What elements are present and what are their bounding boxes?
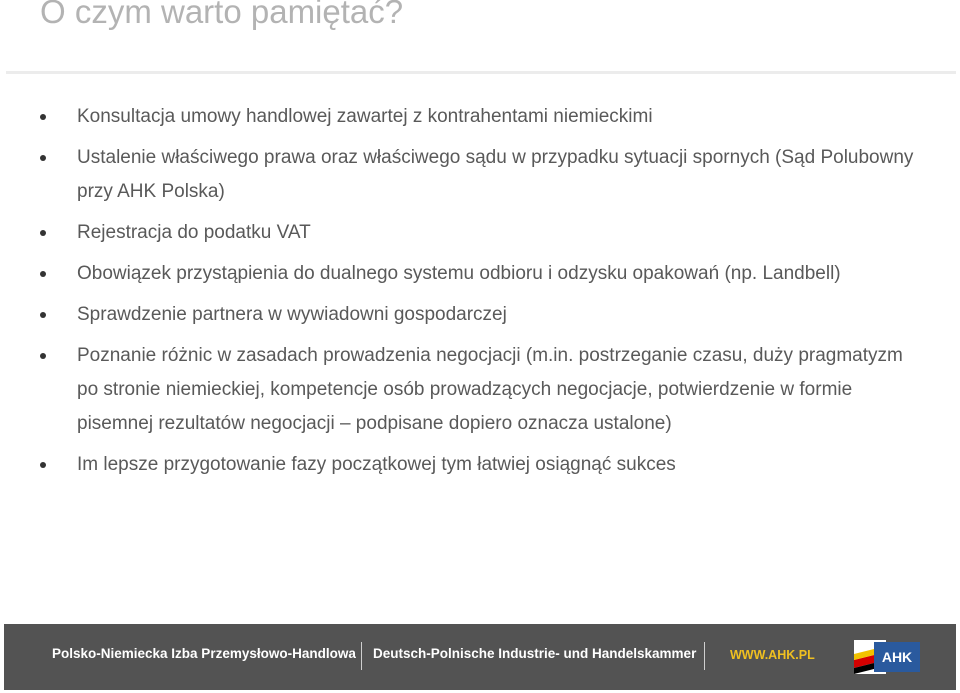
ahk-logo-text: AHK (874, 642, 920, 672)
footer-org-de: Deutsch-Polnische Industrie- und Handelskammer (373, 646, 697, 661)
bullet-text: Obowiązek przystąpienia do dualnego systemu odbioru i odzysku opakowań (np. Landbell) (77, 263, 841, 284)
bullet-dot-icon (40, 230, 46, 236)
bullet-item (38, 141, 918, 209)
bullet-dot-icon (40, 312, 46, 318)
bullet-dot-icon (40, 114, 46, 120)
footer-org-pl: Polsko-Niemiecka Izba Przemysłowo-Handlowa (52, 646, 356, 661)
footer-separator (361, 642, 362, 670)
bullet-text: Ustalenie właściwego prawa oraz właściwego sądu w przypadku sytuacji spornych (Sąd Polubowny przy AHK Polska) (77, 147, 914, 202)
bullet-item (38, 257, 918, 291)
bullet-text: Konsultacja umowy handlowej zawartej z kontrahentami niemieckimi (77, 106, 653, 127)
bullet-text: Im lepsze przygotowanie fazy początkowej tym łatwiej osiągnąć sukces (77, 454, 676, 475)
slide-title: O czym warto pamiętać? (40, 0, 404, 30)
bullet-list (38, 100, 918, 489)
footer-separator (704, 642, 705, 670)
footer-bar (4, 624, 956, 690)
bullet-dot-icon (40, 155, 46, 161)
bullet-text: Poznanie różnic w zasadach prowadzenia negocjacji (m.in. postrzeganie czasu, duży pragmatyzm po stronie niemieckiej, kompetencje osób prowadzących negocjacje, potwierdzenie w formie pisemnej rezultatów negocjacji – podpisane dopiero oznacza ustalone) (77, 345, 903, 434)
title-divider (6, 71, 956, 74)
bullet-dot-icon (40, 353, 46, 359)
bullet-item (38, 448, 918, 482)
bullet-text: Rejestracja do podatku VAT (77, 222, 311, 243)
bullet-dot-icon (40, 271, 46, 277)
bullet-item (38, 100, 918, 134)
bullet-item (38, 298, 918, 332)
bullet-item (38, 216, 918, 250)
ahk-logo (854, 640, 920, 674)
bullet-item (38, 339, 918, 441)
bullet-dot-icon (40, 462, 46, 468)
footer-url-link[interactable]: WWW.AHK.PL (730, 648, 815, 662)
bullet-text: Sprawdzenie partnera w wywiadowni gospodarczej (77, 304, 507, 325)
